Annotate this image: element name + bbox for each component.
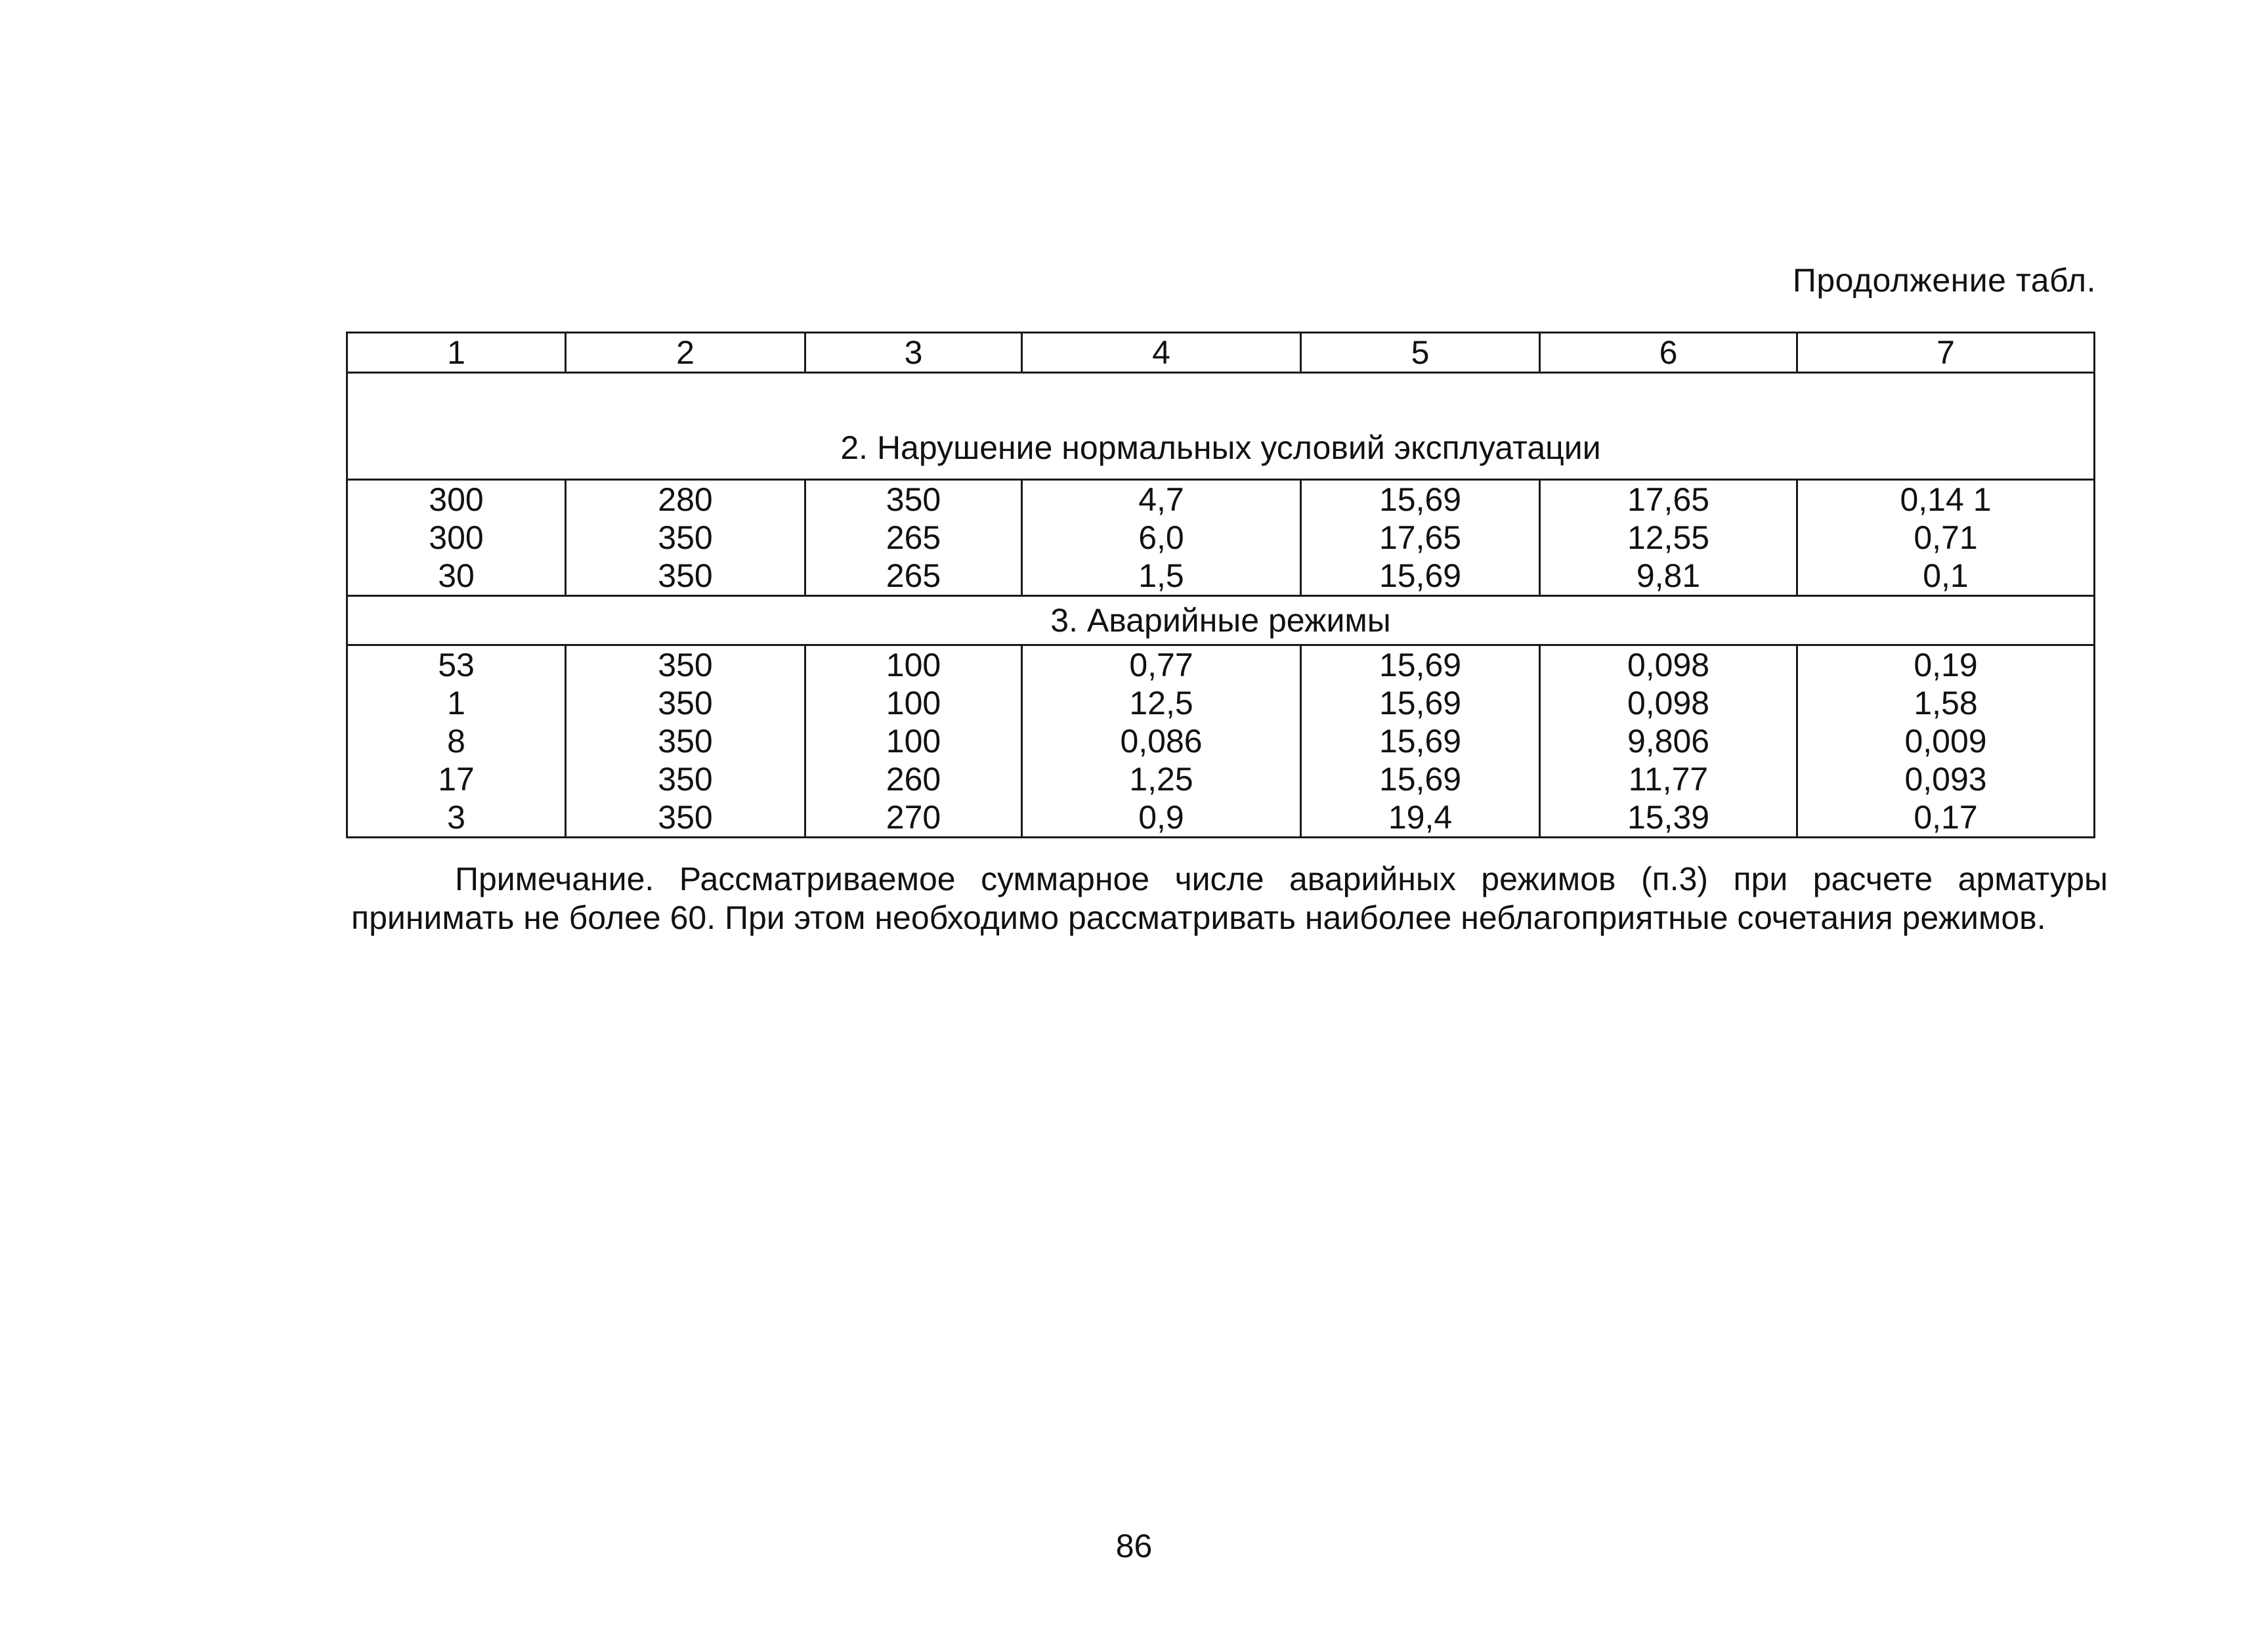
column-number-cell: 5 (1301, 333, 1540, 373)
table-cell: 265 (805, 557, 1022, 596)
table-cell: 9,806 (1540, 722, 1797, 760)
table-cell: 11,77 (1540, 760, 1797, 798)
table-row (347, 684, 2095, 722)
note-text: Примечание. Рассматриваемое суммарное числе аварийных режимов (п.3) при расчете арматуры принимать не более 60. При этом необходимо рассматривать наиболее неблагоприятные сочетания режимов. (351, 861, 2108, 936)
table-cell: 260 (805, 760, 1022, 798)
table-cell: 12,5 (1022, 684, 1301, 722)
table-cell: 17,65 (1540, 480, 1797, 519)
data-table (346, 332, 2095, 838)
table-cell: 350 (566, 722, 805, 760)
table-cell: 15,69 (1301, 480, 1540, 519)
table-row (347, 722, 2095, 760)
table-cell: 15,69 (1301, 645, 1540, 685)
table-cell: 1,5 (1022, 557, 1301, 596)
section-row (347, 373, 2095, 480)
table-cell: 0,1 (1797, 557, 2095, 596)
table-cell: 0,093 (1797, 760, 2095, 798)
table-cell: 15,69 (1301, 557, 1540, 596)
table-cell: 8 (347, 722, 566, 760)
table-row (347, 557, 2095, 596)
table-cell: 1,25 (1022, 760, 1301, 798)
column-number-cell: 4 (1022, 333, 1301, 373)
table-cell: 0,71 (1797, 519, 2095, 557)
page-number: 86 (1115, 1528, 1153, 1564)
column-number-cell: 2 (566, 333, 805, 373)
table-cell: 350 (566, 760, 805, 798)
table-cell: 350 (566, 684, 805, 722)
column-number-cell: 7 (1797, 333, 2095, 373)
section-title: 2. Нарушение нормальных условий эксплуатации (347, 373, 2095, 480)
table-cell: 12,55 (1540, 519, 1797, 557)
column-number-row (347, 333, 2095, 373)
table-cell: 3 (347, 798, 566, 838)
table-cell: 15,69 (1301, 760, 1540, 798)
table-cell: 300 (347, 519, 566, 557)
table-cell: 0,17 (1797, 798, 2095, 838)
table-cell: 1 (347, 684, 566, 722)
table-cell: 30 (347, 557, 566, 596)
table-cell: 100 (805, 645, 1022, 685)
table-cell: 270 (805, 798, 1022, 838)
section-title: 3. Аварийные режимы (347, 596, 2095, 645)
table-row (347, 519, 2095, 557)
table-cell: 0,098 (1540, 645, 1797, 685)
table-row (347, 480, 2095, 519)
table-cell: 1,58 (1797, 684, 2095, 722)
table-row (347, 798, 2095, 838)
table-cell: 4,7 (1022, 480, 1301, 519)
table-cell: 350 (566, 645, 805, 685)
table-cell: 0,14 1 (1797, 480, 2095, 519)
table-cell: 0,77 (1022, 645, 1301, 685)
table-cell: 0,19 (1797, 645, 2095, 685)
section-row (347, 596, 2095, 645)
column-number-cell: 3 (805, 333, 1022, 373)
table-cell: 0,9 (1022, 798, 1301, 838)
table-cell: 350 (805, 480, 1022, 519)
table-row (347, 645, 2095, 685)
table-cell: 15,69 (1301, 684, 1540, 722)
table-cell: 15,39 (1540, 798, 1797, 838)
table-row (347, 760, 2095, 798)
table-cell: 17,65 (1301, 519, 1540, 557)
table-cell: 280 (566, 480, 805, 519)
table-cell: 100 (805, 684, 1022, 722)
table-cell: 0,086 (1022, 722, 1301, 760)
table-cell: 350 (566, 519, 805, 557)
table-cell: 350 (566, 798, 805, 838)
table-cell: 350 (566, 557, 805, 596)
column-number-cell: 6 (1540, 333, 1797, 373)
table-cell: 265 (805, 519, 1022, 557)
table-cell: 15,69 (1301, 722, 1540, 760)
table-cell: 6,0 (1022, 519, 1301, 557)
column-number-cell: 1 (347, 333, 566, 373)
table-continuation-label: Продолжение табл. (1792, 262, 2096, 299)
table-cell: 300 (347, 480, 566, 519)
table-cell: 100 (805, 722, 1022, 760)
table-cell: 0,009 (1797, 722, 2095, 760)
table-cell: 53 (347, 645, 566, 685)
table-cell: 0,098 (1540, 684, 1797, 722)
table-cell: 19,4 (1301, 798, 1540, 838)
table-note (351, 860, 2108, 937)
table-cell: 9,81 (1540, 557, 1797, 596)
table-cell: 17 (347, 760, 566, 798)
